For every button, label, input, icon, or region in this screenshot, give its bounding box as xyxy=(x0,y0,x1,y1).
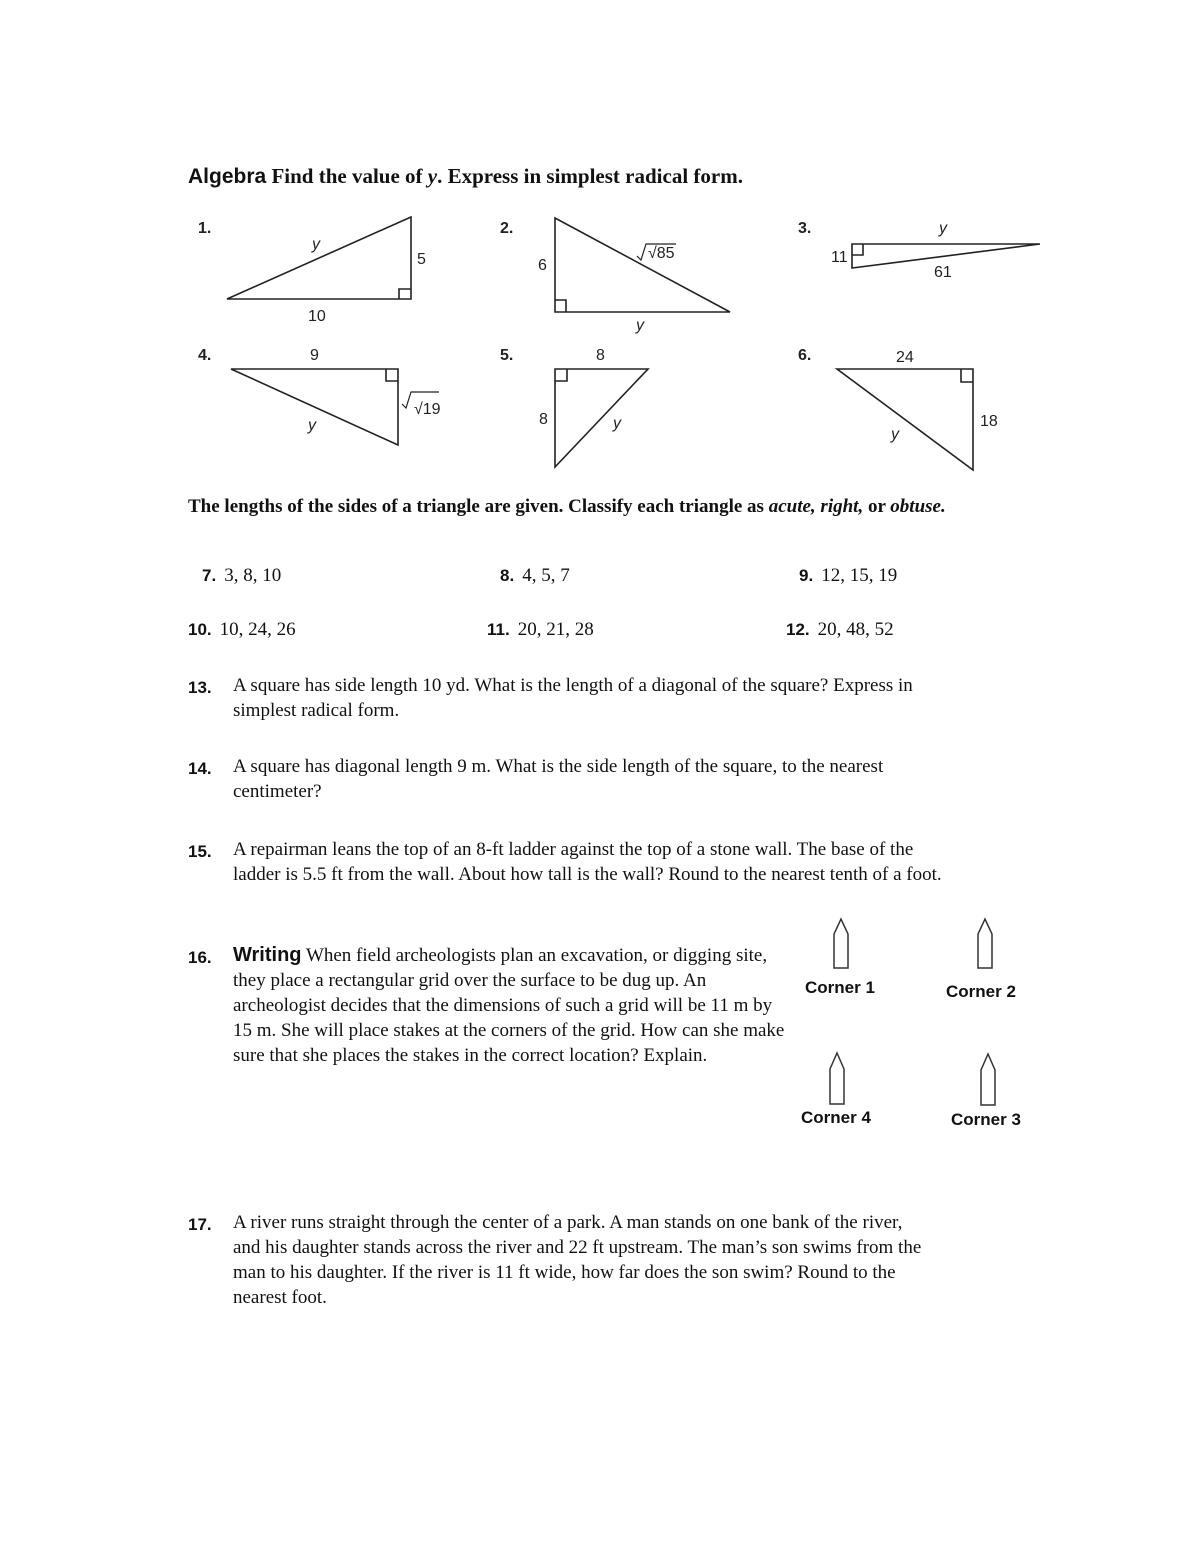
problem-number: 17. xyxy=(188,1215,212,1234)
classify-item-10 xyxy=(188,619,296,641)
problem-number: 13. xyxy=(188,678,212,697)
label-5-top: 8 xyxy=(596,347,605,364)
label-2-hyp: √85 xyxy=(648,245,675,262)
item-sides: 20, 48, 52 xyxy=(817,619,894,640)
classify-item-8 xyxy=(500,565,570,587)
label-6-hyp: y xyxy=(891,426,899,443)
figure-number-2: 2. xyxy=(500,220,514,237)
problem-16 xyxy=(188,943,793,1068)
item-number: 9. xyxy=(799,566,814,585)
item-sides: 20, 21, 28 xyxy=(517,619,594,640)
figure-number-3: 3. xyxy=(798,220,812,237)
right-angle-mark-1 xyxy=(399,289,411,299)
item-number: 10. xyxy=(188,620,212,639)
classify-item-12 xyxy=(786,619,894,641)
corner-4-label: Corner 4 xyxy=(801,1108,871,1127)
classify-instruction xyxy=(188,494,948,520)
problem-number: 14. xyxy=(188,759,212,778)
heading-text: Find the value of xyxy=(271,164,423,188)
triangle-figures xyxy=(0,0,1200,500)
problem-text: A square has diagonal length 9 m. What is the side length of the square, to the nearest centimeter? xyxy=(233,756,884,802)
classify-right: right, xyxy=(820,496,864,517)
classify-acute: acute, xyxy=(768,496,816,517)
writing-keyword: Writing xyxy=(233,944,302,966)
item-sides: 3, 8, 10 xyxy=(224,565,282,586)
item-sides: 4, 5, 7 xyxy=(522,565,570,586)
right-angle-mark-2 xyxy=(555,300,566,312)
label-5-left: 8 xyxy=(539,411,548,428)
problem-text: A river runs straight through the center of a park. A man stands on one bank of the river, and his daughter stands across the river and 22 ft upstream. The man’s son swims from the man to his daughter. If the river is 11 ft wide, how far does the son swim? Round to the nearest foot. xyxy=(233,1212,922,1308)
problem-13 xyxy=(188,673,948,723)
label-5-hyp: y xyxy=(613,415,621,432)
label-3-left: 11 xyxy=(831,249,848,266)
corner-3-label: Corner 3 xyxy=(951,1110,1021,1129)
triangle-1 xyxy=(227,217,411,299)
label-1-bottom: 10 xyxy=(308,308,326,325)
problem-15 xyxy=(188,837,948,887)
right-angle-mark-5 xyxy=(555,369,567,381)
item-number: 8. xyxy=(500,566,515,585)
label-2-bottom: y xyxy=(636,317,644,334)
figure-number-6: 6. xyxy=(798,347,812,364)
right-angle-mark-3 xyxy=(852,244,863,255)
label-6-top: 24 xyxy=(896,349,914,366)
problem-14 xyxy=(188,754,948,804)
heading-tail: . Express in simplest radical form. xyxy=(437,164,743,188)
triangle-5 xyxy=(555,369,648,467)
classify-obtuse: obtuse. xyxy=(890,496,946,517)
heading-var: y xyxy=(427,164,438,188)
corner-1-label: Corner 1 xyxy=(805,978,875,997)
label-4-hyp: y xyxy=(308,417,316,434)
item-number: 12. xyxy=(786,620,810,639)
label-4-right: √19 xyxy=(414,401,441,418)
classify-instruction-text: The lengths of the sides of a triangle are given. Classify each triangle as xyxy=(188,496,769,517)
right-angle-mark-4 xyxy=(386,369,398,381)
label-2-left: 6 xyxy=(538,257,547,274)
label-3-top: y xyxy=(939,220,947,237)
problem-text: When field archeologists plan an excavation, or digging site, they place a rectangular grid over the surface to be dug up. An archeologist decides that the dimensions of such a grid will be 11 m by 15 m. She will place stakes at the corners of the grid. How can she make sure that she places the stakes in the correct location? Explain. xyxy=(233,945,785,1066)
right-angle-mark-6 xyxy=(961,369,973,382)
label-6-right: 18 xyxy=(980,413,998,430)
triangle-6 xyxy=(837,369,973,470)
problem-number: 15. xyxy=(188,842,212,861)
label-4-top: 9 xyxy=(310,347,319,364)
triangle-2 xyxy=(555,218,730,312)
stake-icon-corner-2 xyxy=(978,919,992,968)
item-sides: 12, 15, 19 xyxy=(821,565,898,586)
item-sides: 10, 24, 26 xyxy=(219,619,296,640)
figure-number-1: 1. xyxy=(198,220,212,237)
heading-keyword: Algebra xyxy=(188,165,267,188)
problem-body xyxy=(233,943,793,1068)
classify-item-11 xyxy=(487,619,594,641)
stake-icon-corner-1 xyxy=(834,919,848,968)
stake-icon-corner-4 xyxy=(830,1053,844,1104)
classify-or: or xyxy=(863,496,891,517)
label-1-hyp: y xyxy=(312,236,320,253)
problem-text: A repairman leans the top of an 8-ft ladder against the top of a stone wall. The base of the ladder is 5.5 ft from the wall. About how tall is the wall? Round to the nearest tenth of a foot. xyxy=(233,839,942,885)
label-1-right: 5 xyxy=(417,251,426,268)
figure-number-4: 4. xyxy=(198,347,212,364)
problem-17 xyxy=(188,1210,933,1310)
item-number: 7. xyxy=(202,566,217,585)
stake-icon-corner-3 xyxy=(981,1054,995,1105)
figure-number-5: 5. xyxy=(500,347,514,364)
label-3-hyp: 61 xyxy=(934,264,952,281)
classify-item-9 xyxy=(799,565,897,587)
item-number: 11. xyxy=(487,620,510,639)
problem-number: 16. xyxy=(188,948,212,967)
classify-item-7 xyxy=(202,565,281,587)
corner-2-label: Corner 2 xyxy=(946,982,1016,1001)
problem-text: A square has side length 10 yd. What is the length of a diagonal of the square? Express in simplest radical form. xyxy=(233,675,913,721)
